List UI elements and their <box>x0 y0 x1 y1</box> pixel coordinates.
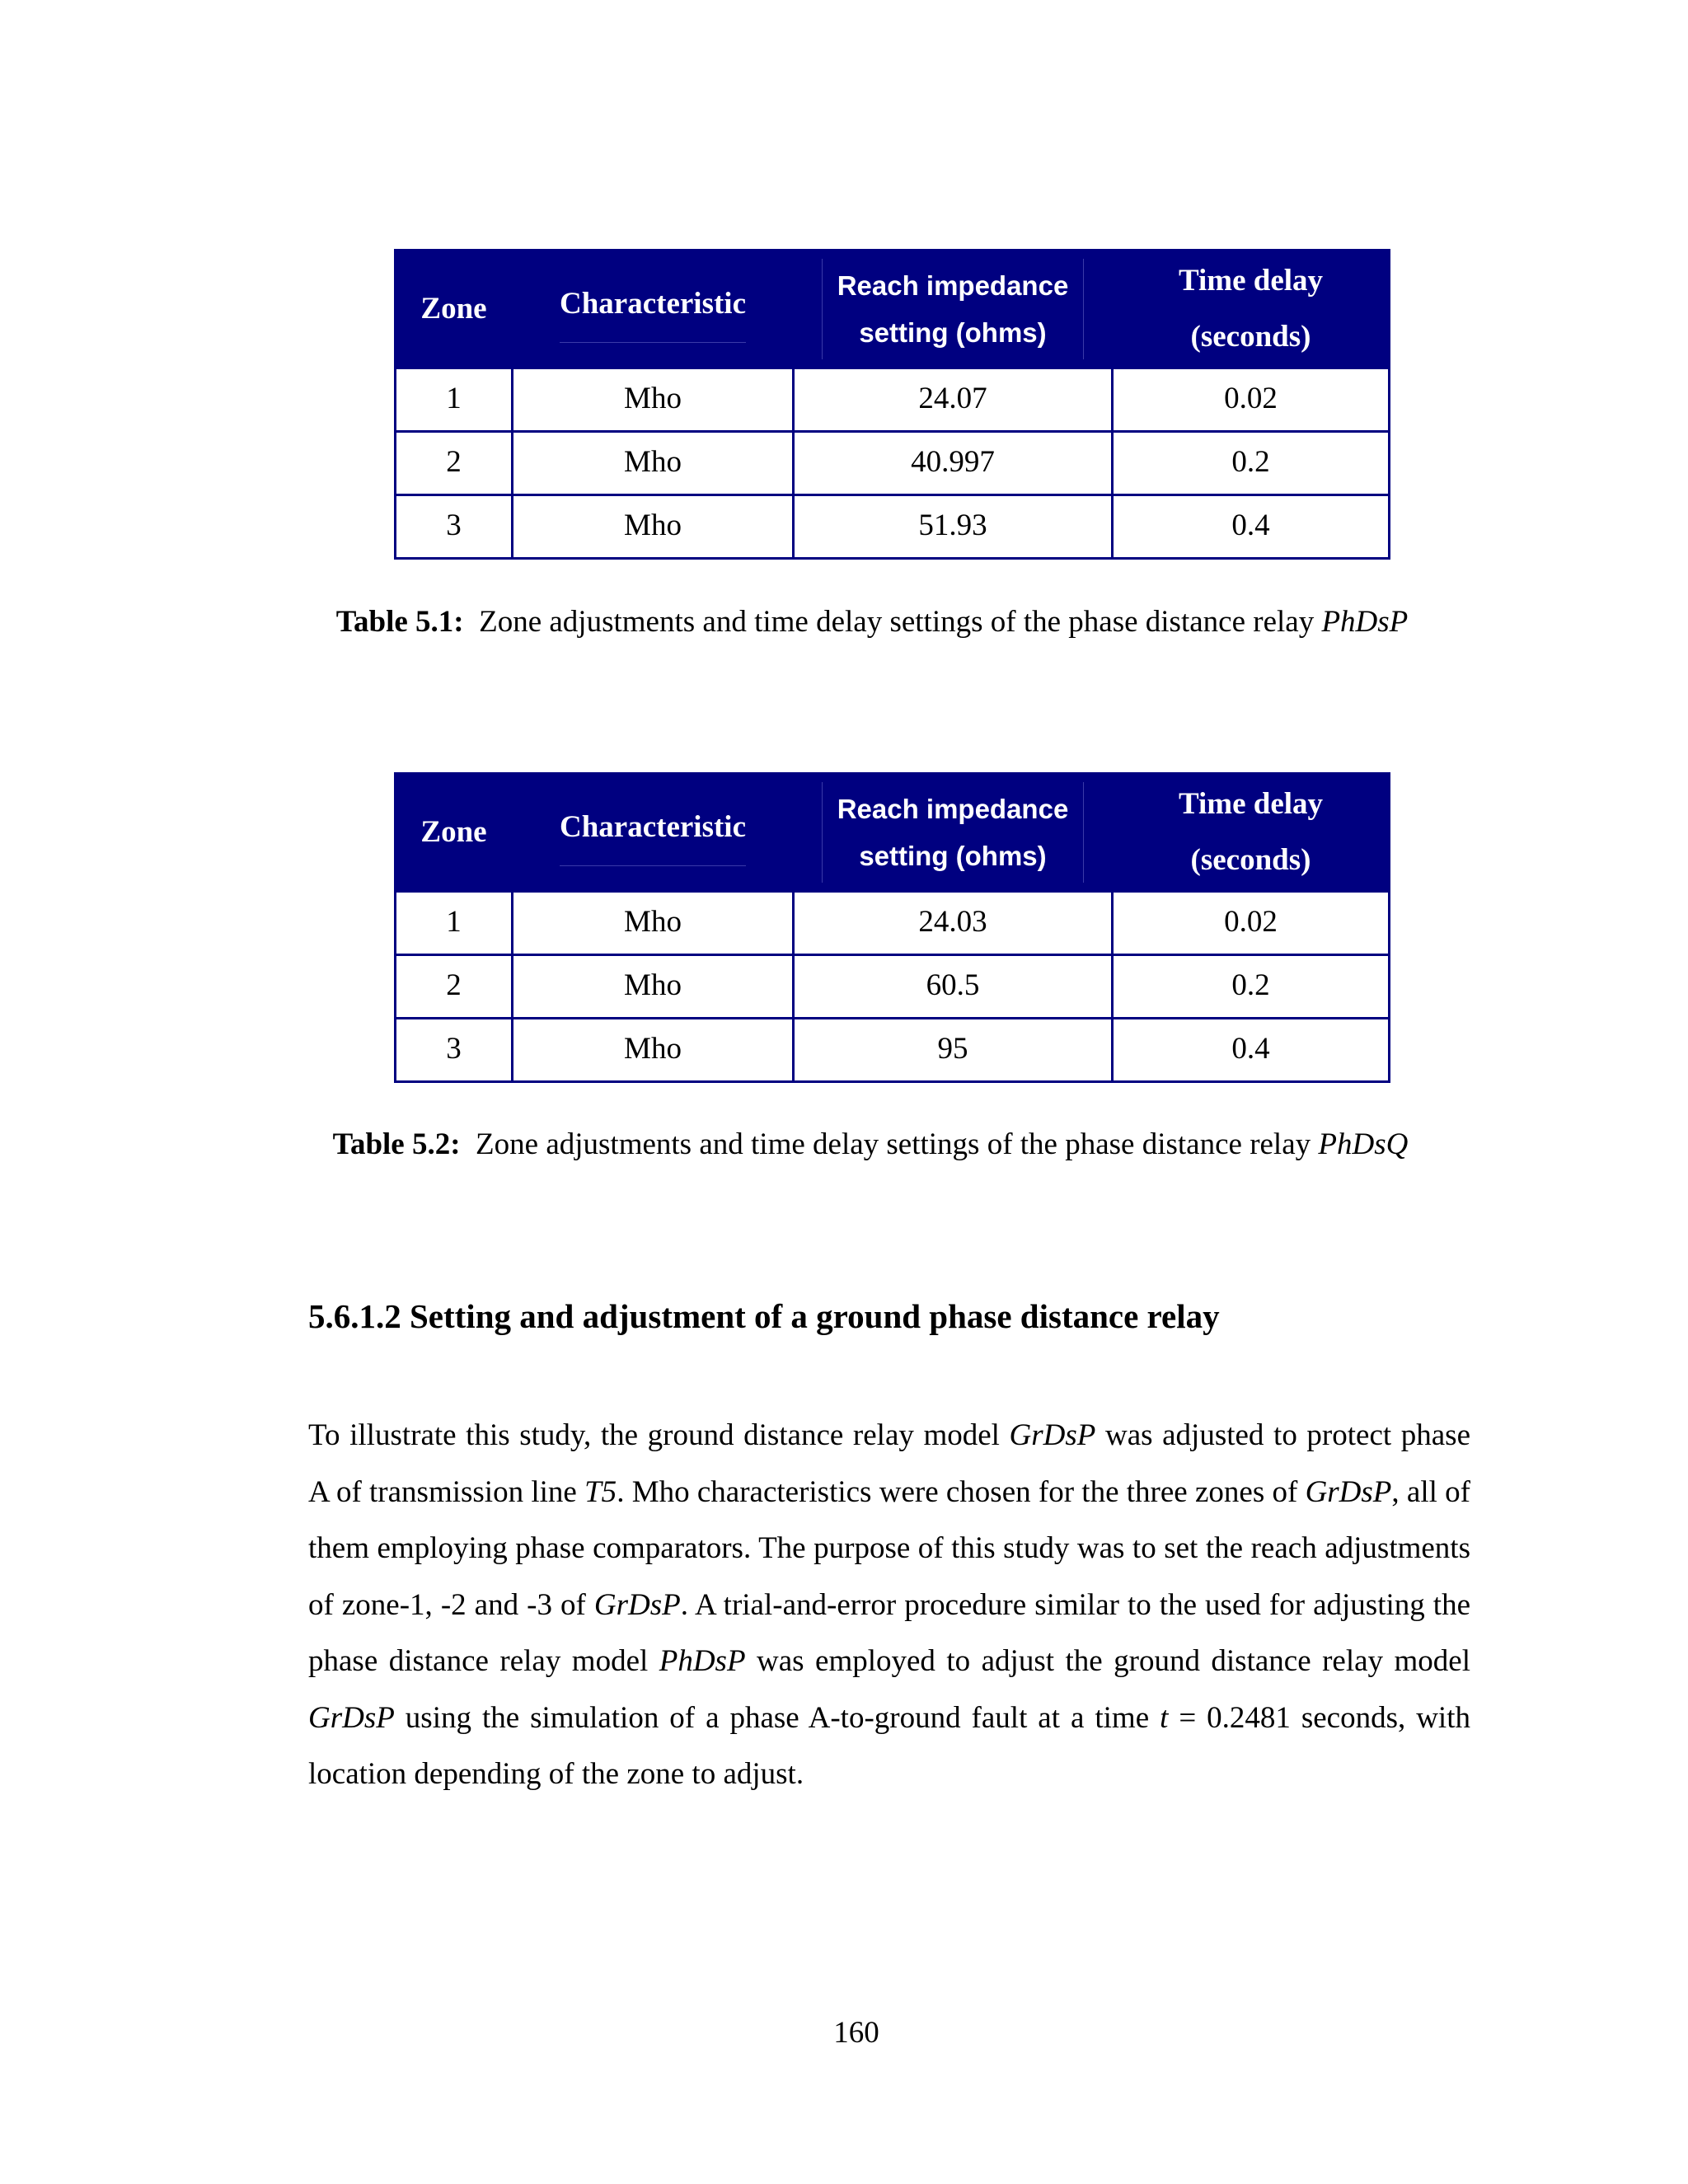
relay-name: GrDsP <box>1009 1418 1096 1452</box>
table-row <box>396 955 1390 1019</box>
cell-zone: 1 <box>396 892 513 955</box>
relay-name: GrDsP <box>593 1587 681 1622</box>
cell-delay: 0.02 <box>1113 368 1390 432</box>
table-header-row <box>396 251 1390 368</box>
caption-text: Zone adjustments and time delay settings of the phase distance relay <box>479 605 1315 639</box>
cell-delay: 0.4 <box>1113 495 1390 559</box>
cell-zone: 2 <box>396 955 513 1019</box>
relay-name: GrDsP <box>308 1700 395 1735</box>
header-characteristic: Characteristic <box>513 774 794 892</box>
cell-delay: 0.2 <box>1113 432 1390 495</box>
cell-reach: 24.07 <box>794 368 1113 432</box>
table-row <box>396 368 1390 432</box>
header-reach-impedance: Reach impedance setting (ohms) <box>794 251 1113 368</box>
header-zone: Zone <box>396 251 513 368</box>
cell-reach: 24.03 <box>794 892 1113 955</box>
text-run: . Mho characteristics were chosen for the three zones of <box>617 1474 1306 1509</box>
header-time-delay: Time delay (seconds) <box>1113 251 1390 368</box>
line-name: T5 <box>584 1474 617 1509</box>
cell-reach: 40.997 <box>794 432 1113 495</box>
table-row <box>396 495 1390 559</box>
cell-zone: 2 <box>396 432 513 495</box>
cell-characteristic: Mho <box>513 368 794 432</box>
header-characteristic: Characteristic <box>513 251 794 368</box>
cell-reach: 95 <box>794 1019 1113 1082</box>
zone-settings-table-1 <box>394 249 1390 560</box>
body-paragraph <box>308 1408 1470 1803</box>
cell-delay: 0.2 <box>1113 955 1390 1019</box>
page-number: 160 <box>833 2016 879 2050</box>
relay-name: GrDsP <box>1305 1474 1392 1509</box>
table-row <box>396 1019 1390 1082</box>
text-run: , all of them employing phase comparators. The purpose of this study was to set the reach adjustments of zone-1, -2 and -3 of <box>308 1474 1470 1622</box>
zone-settings-table-2 <box>394 772 1390 1083</box>
header-zone: Zone <box>396 774 513 892</box>
cell-characteristic: Mho <box>513 1019 794 1082</box>
table-caption-2 <box>26 1127 1688 1162</box>
header-time-delay: Time delay (seconds) <box>1113 774 1390 892</box>
cell-reach: 60.5 <box>794 955 1113 1019</box>
table-row <box>396 892 1390 955</box>
cell-characteristic: Mho <box>513 955 794 1019</box>
cell-delay: 0.4 <box>1113 1019 1390 1082</box>
text-run: = 0.2481 seconds, with location depending of the zone to adjust. <box>308 1700 1470 1791</box>
caption-label: Table 5.1: <box>335 605 464 639</box>
text-run: was adjusted to protect phase A of transmission line <box>308 1418 1470 1509</box>
text-run: using the simulation of a phase A-to-ground fault at a time <box>394 1700 1160 1735</box>
table-caption-1 <box>28 604 1688 640</box>
cell-characteristic: Mho <box>513 495 794 559</box>
table-row <box>396 432 1390 495</box>
cell-zone: 1 <box>396 368 513 432</box>
text-run: To illustrate this study, the ground distance relay model <box>308 1418 1010 1452</box>
cell-delay: 0.02 <box>1113 892 1390 955</box>
time-variable: t <box>1160 1700 1169 1735</box>
caption-relay: PhDsQ <box>1318 1127 1409 1161</box>
relay-name: PhDsP <box>659 1644 746 1678</box>
caption-text: Zone adjustments and time delay settings of the phase distance relay <box>476 1127 1311 1161</box>
caption-label: Table 5.2: <box>332 1127 461 1161</box>
cell-characteristic: Mho <box>513 892 794 955</box>
cell-characteristic: Mho <box>513 432 794 495</box>
cell-zone: 3 <box>396 495 513 559</box>
cell-zone: 3 <box>396 1019 513 1082</box>
header-reach-impedance: Reach impedance setting (ohms) <box>794 774 1113 892</box>
cell-reach: 51.93 <box>794 495 1113 559</box>
text-run: . A trial-and-error procedure similar to the used for adjusting the phase distance relay model <box>308 1587 1470 1678</box>
table-header-row <box>396 774 1390 892</box>
section-heading: 5.6.1.2 Setting and adjustment of a ground phase distance relay <box>308 1297 1220 1335</box>
text-run: was employed to adjust the ground distance relay model <box>745 1644 1470 1678</box>
caption-relay: PhDsP <box>1321 605 1409 639</box>
